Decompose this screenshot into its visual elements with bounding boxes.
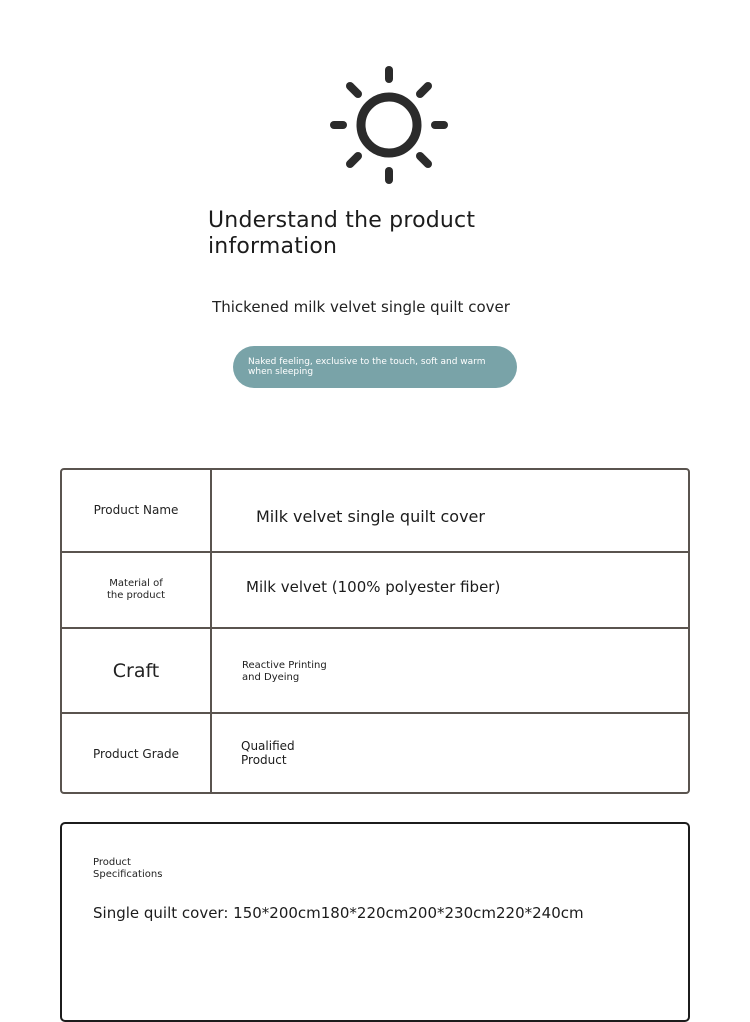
specifications-box bbox=[60, 822, 690, 1022]
table-row-craft bbox=[62, 629, 688, 714]
row-value: Qualified Product bbox=[241, 739, 295, 767]
row-label: Product Name bbox=[93, 503, 179, 517]
feature-badge: Naked feeling, exclusive to the touch, soft and warm when sleeping bbox=[233, 346, 517, 388]
row-label: Material of the product bbox=[106, 578, 166, 601]
row-label: Product Grade bbox=[93, 747, 179, 761]
product-info-table bbox=[60, 468, 690, 794]
row-value: Milk velvet single quilt cover bbox=[256, 507, 485, 526]
page-title: Understand the product information bbox=[208, 208, 476, 259]
row-value: Reactive Printing and Dyeing bbox=[242, 660, 327, 683]
row-label: Craft bbox=[112, 660, 160, 682]
table-row-grade bbox=[62, 714, 688, 792]
product-subtitle: Thickened milk velvet single quilt cover bbox=[212, 298, 510, 316]
table-row-material bbox=[62, 553, 688, 629]
sun-icon bbox=[328, 64, 450, 186]
specifications-value: Single quilt cover: 150*200cm180*220cm200*230cm220*240cm bbox=[93, 904, 584, 922]
row-value: Milk velvet (100% polyester fiber) bbox=[246, 578, 501, 596]
specifications-label: Product Specifications bbox=[93, 857, 163, 880]
table-row-product-name bbox=[62, 470, 688, 553]
